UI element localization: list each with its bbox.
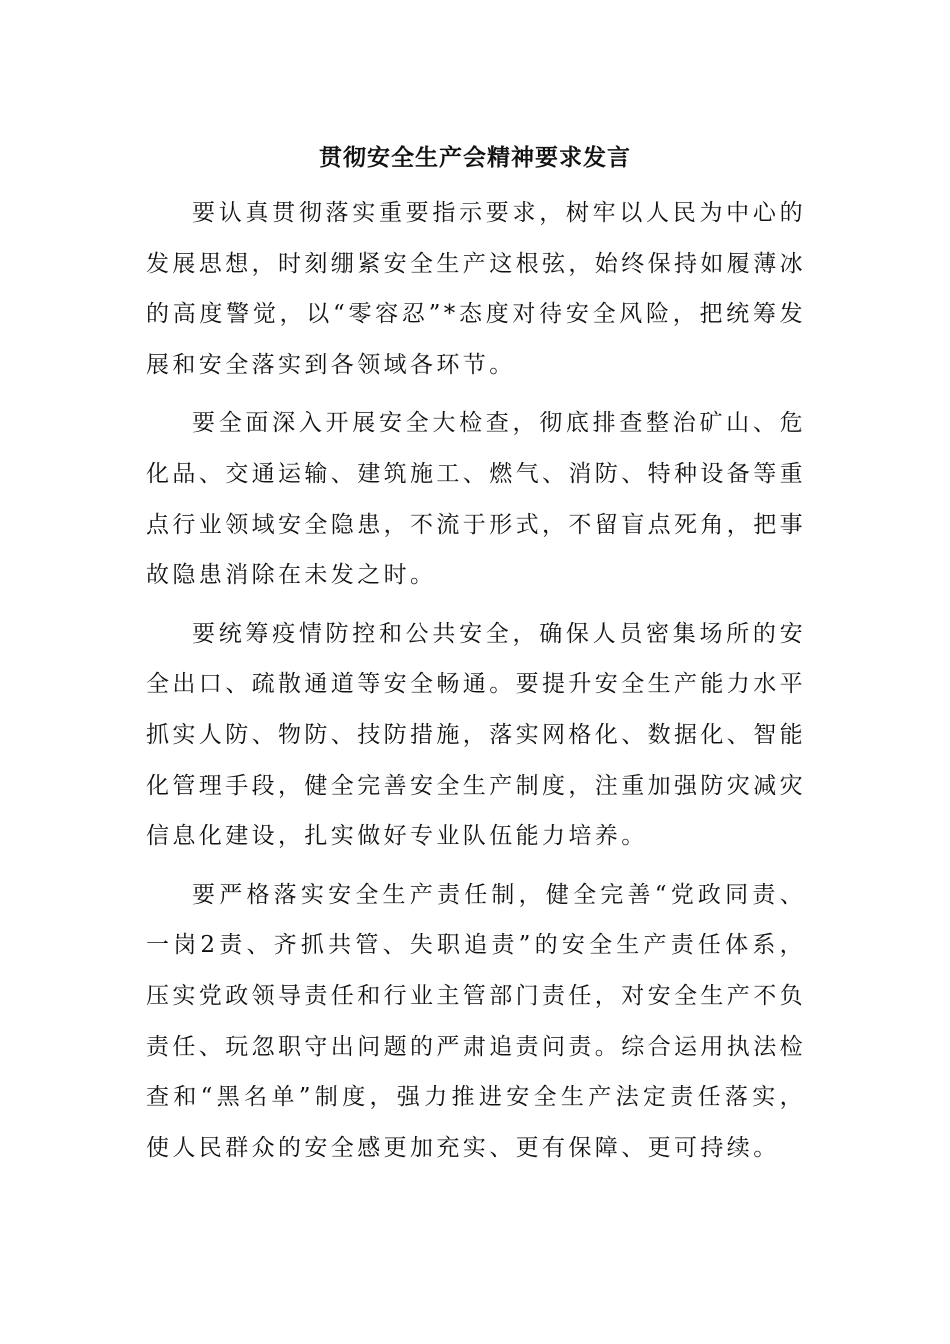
paragraph-4: 要严格落实安全生产责任制，健全完善“党政同责、一岗2责、齐抓共管、失职追责”的安全生产责任体系，压实党政领导责任和行业主管部门责任，对安全生产不负责任、玩忽职守出问题的严肃追责问责。综合运用执法检查和“黑名单”制度，强力推进安全生产法定责任落实，使人民群众的安全感更加充实、更有保障、更可持续。	[146, 881, 806, 1161]
paragraph-3: 要统筹疫情防控和公共安全，确保人员密集场所的安全出口、疏散通道等安全畅通。要提升安全生产能力水平抓实人防、物防、技防措施，落实网格化、数据化、智能化管理手段，健全完善安全生产制度，注重加强防灾减灾信息化建设，扎实做好专业队伍能力培养。	[146, 620, 806, 850]
paragraph-2: 要全面深入开展安全大检查，彻底排查整治矿山、危化品、交通运输、建筑施工、燃气、消防、特种设备等重点行业领域安全隐患，不流于形式，不留盲点死角，把事故隐患消除在未发之时。	[146, 410, 806, 589]
document-title: 贯彻安全生产会精神要求发言	[319, 144, 631, 171]
document-body	[146, 188, 806, 1173]
paragraph-1: 要认真贯彻落实重要指示要求，树牢以人民为中心的发展思想，时刻绷紧安全生产这根弦，始终保持如履薄冰的高度警觉，以“零容忍”*态度对待安全风险，把统筹发展和安全落实到各领域各环节。	[146, 200, 806, 378]
